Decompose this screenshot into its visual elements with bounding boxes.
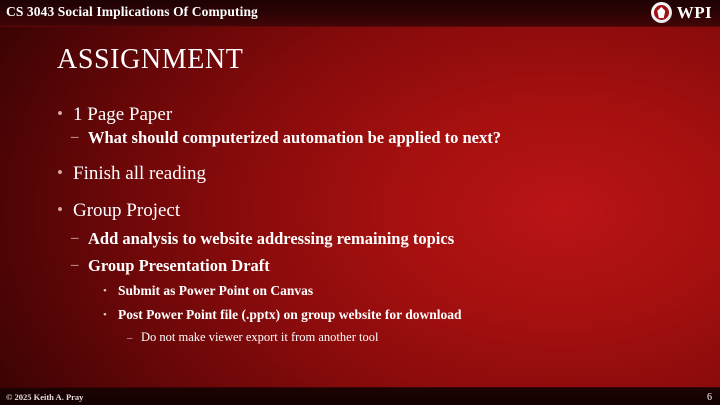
copyright-notice: © 2025 Keith A. Pray: [6, 392, 84, 402]
page-title: ASSIGNMENT: [57, 44, 244, 75]
list-item: [127, 330, 667, 347]
spacer: [57, 188, 667, 200]
slide-header-bar: [0, 0, 720, 27]
list-item-label: Do not make viewer export it from another tool: [141, 330, 379, 345]
dash-bullet-icon: –: [71, 256, 79, 273]
list-item-label: 1 Page Paper: [73, 104, 173, 125]
list-item: [57, 200, 667, 221]
page-number: 6: [707, 392, 712, 403]
wpi-seal-icon: [651, 2, 672, 23]
bullet-icon: •: [57, 200, 63, 219]
list-item: [71, 257, 667, 275]
list-item-label: Finish all reading: [73, 162, 206, 184]
list-item-label: Post Power Point file (.pptx) on group website for download: [118, 306, 462, 322]
list-item: [71, 230, 667, 248]
bullet-icon: •: [57, 162, 63, 182]
spacer: [57, 151, 667, 163]
course-title: CS 3043 Social Implications Of Computing: [6, 4, 258, 19]
bullet-icon: •: [57, 104, 63, 123]
dash-bullet-icon: –: [71, 129, 79, 146]
bullet-icon: •: [103, 308, 107, 321]
list-item: [57, 163, 667, 184]
dash-bullet-icon: –: [127, 332, 133, 345]
list-item-label: Add analysis to website addressing remaining topics: [88, 229, 455, 249]
list-item-label: Submit as Power Point on Canvas: [118, 283, 314, 299]
wpi-logo-text: WPI: [676, 2, 712, 22]
list-item-label: Group Project: [73, 200, 181, 221]
list-item: [103, 283, 667, 300]
slide-body: [57, 104, 667, 349]
bullet-icon: •: [103, 285, 107, 298]
list-item-label: Group Presentation Draft: [88, 255, 270, 275]
wpi-logo: [651, 2, 712, 23]
list-item: [57, 104, 667, 125]
list-item: [71, 129, 667, 147]
slide-footer-bar: [0, 387, 720, 405]
list-item-label: What should computerized automation be applied to next?: [88, 128, 501, 148]
list-item: [103, 307, 667, 324]
dash-bullet-icon: –: [71, 230, 79, 247]
